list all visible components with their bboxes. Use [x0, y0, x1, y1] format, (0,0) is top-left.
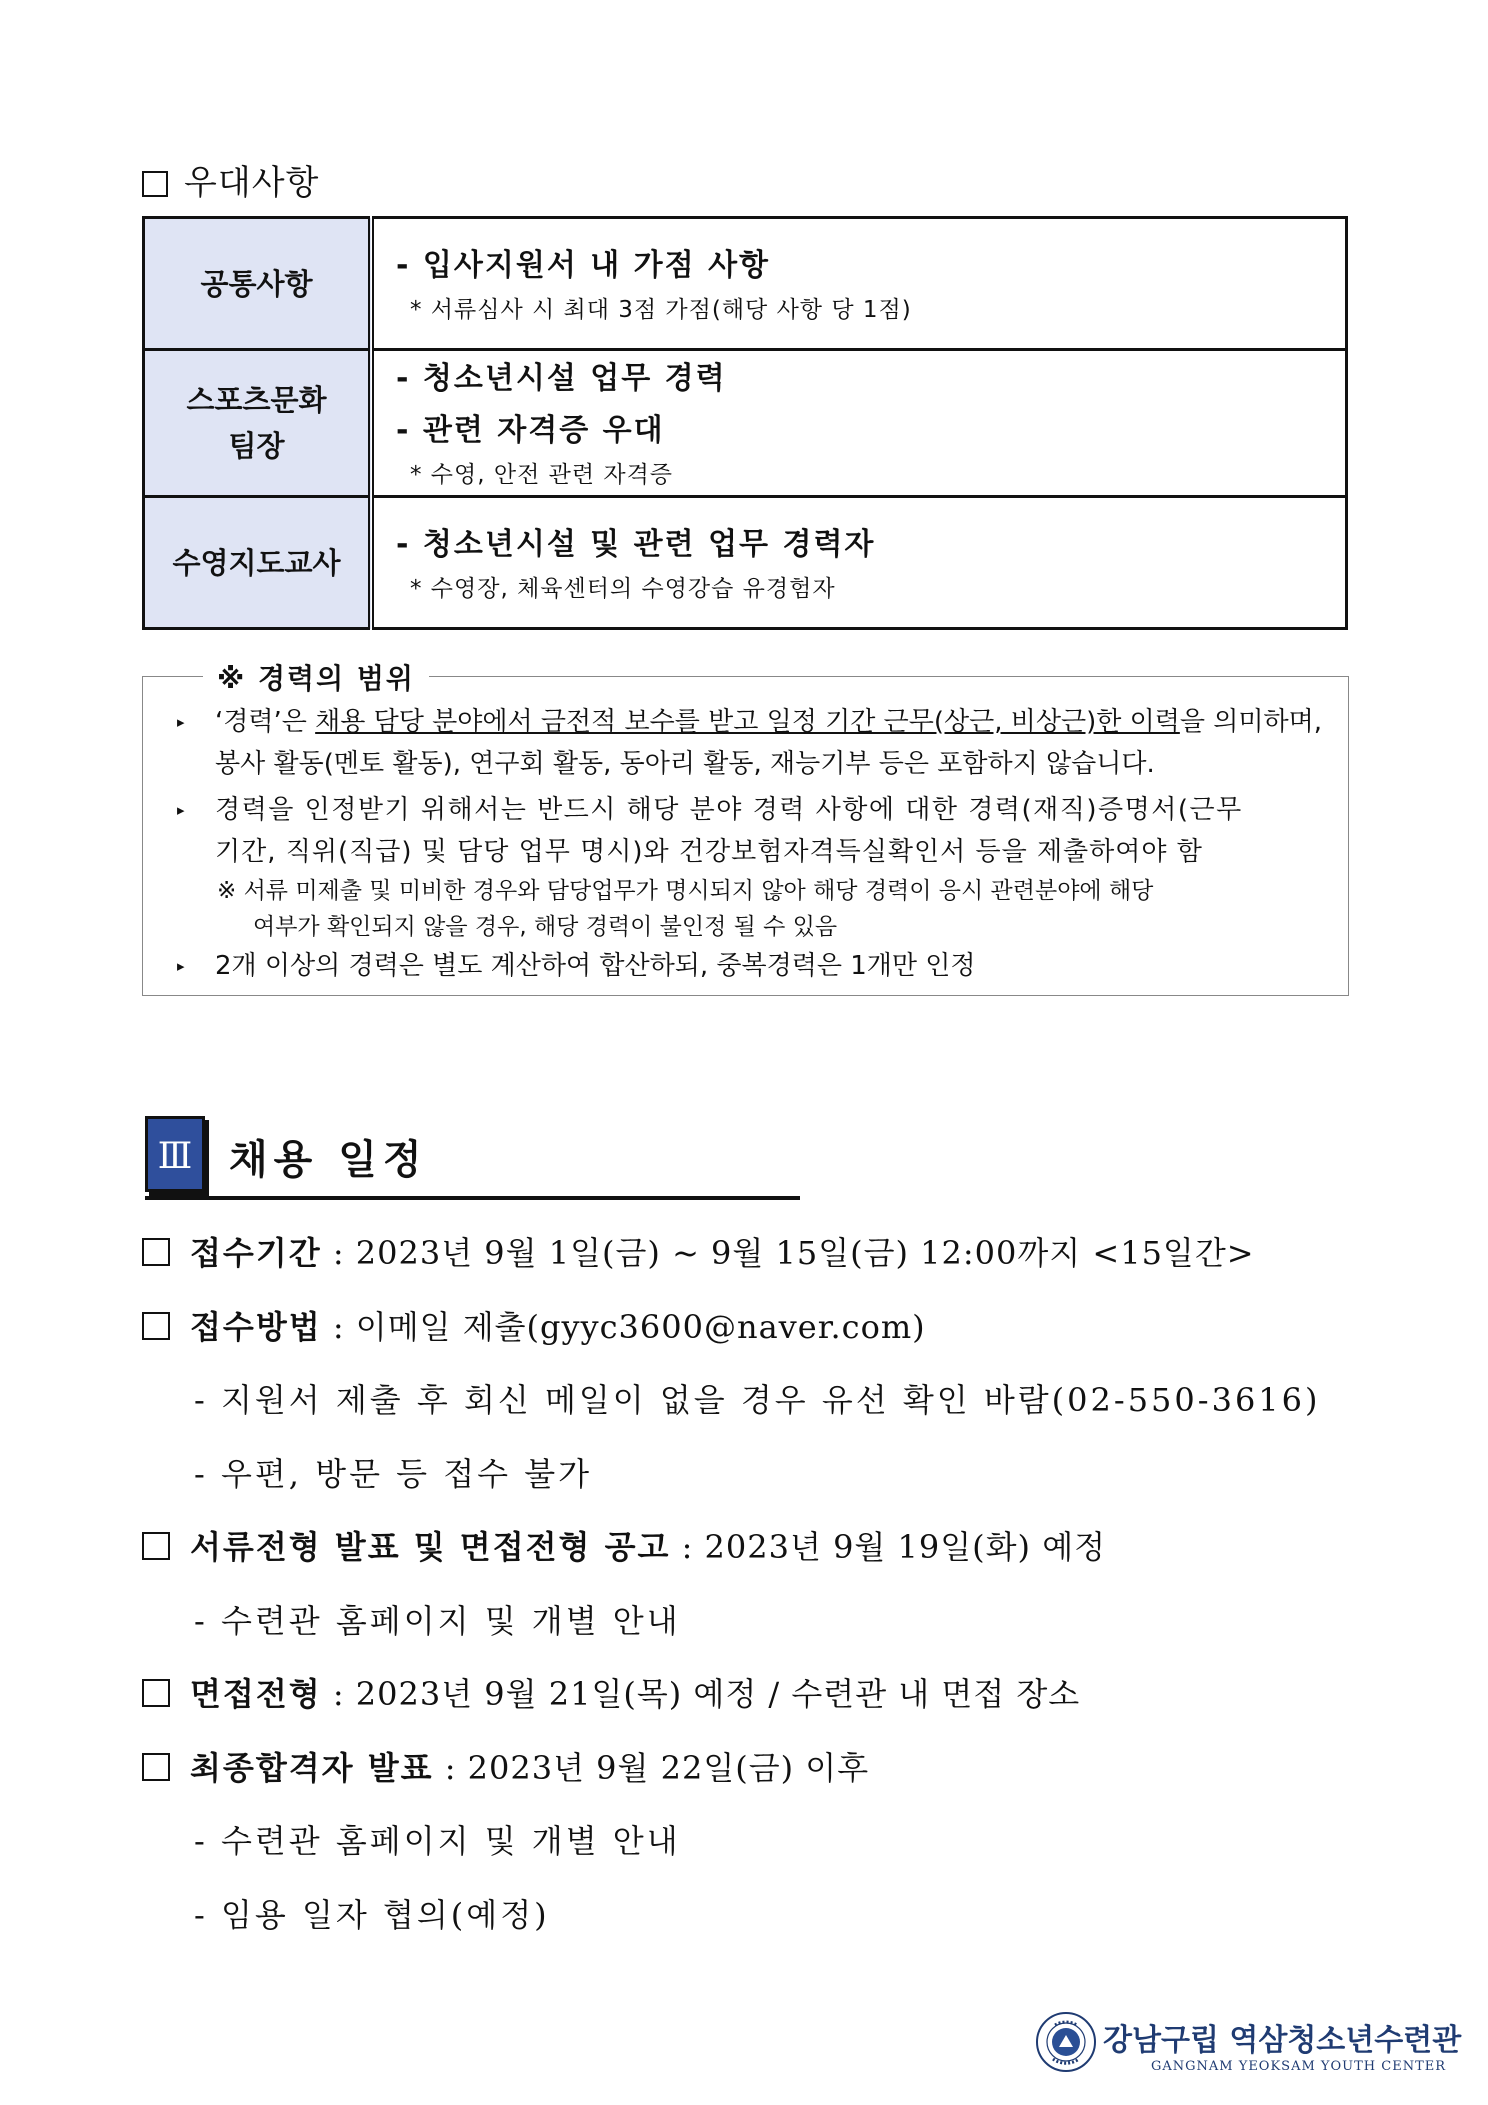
career-text: 을 의미하며, [1179, 707, 1322, 737]
list-item [173, 945, 1328, 987]
organization-name-korean: 강남구립 역삼청소년수련관 [1103, 2023, 1462, 2058]
schedule-subitem: - 수련관 홈페이지 및 개별 안내 [194, 1822, 681, 1860]
row-content [371, 218, 1347, 350]
preferences-heading [142, 155, 319, 204]
career-scope-body [173, 701, 1328, 987]
list-item [173, 789, 1328, 873]
row-note: * 서류심사 시 최대 3점 가점(해당 사항 당 1점) [410, 296, 912, 323]
career-text: 기간, 직위(직급) 및 담당 업무 명시)와 건강보험자격득실확인서 등을 제출하여야 함 [215, 837, 1203, 867]
row-label-line: 스포츠문화 [186, 383, 327, 417]
career-text: 봉사 활동(멘토 활동), 연구회 활동, 동아리 활동, 재능기부 등은 포함하지 않습니다. [215, 749, 1155, 779]
schedule-sep: : [321, 1675, 356, 1713]
bullet-triangle-icon: ▸ [177, 801, 185, 819]
row-label [144, 350, 372, 497]
checkbox-square-icon [142, 1312, 170, 1340]
schedule-label: 면접전형 [190, 1675, 322, 1713]
preferences-table [142, 216, 1348, 630]
schedule-subitem: - 지원서 제출 후 회신 메일이 없을 경우 유선 확인 바람(02-550-3616) [194, 1381, 1321, 1419]
bullet-triangle-icon: ▸ [177, 713, 185, 731]
schedule-subitem: - 수련관 홈페이지 및 개별 안내 [194, 1601, 681, 1640]
row-item: - 입사지원서 내 가점 사항 [396, 247, 771, 283]
schedule-sep: : [321, 1307, 356, 1346]
row-content [371, 497, 1347, 629]
schedule-item [142, 1737, 1392, 1811]
schedule-value: 2023년 9월 21일(목) 예정 / 수련관 내 면접 장소 [355, 1675, 1081, 1713]
schedule-value: 이메일 제출(gyyc3600@naver.com) [355, 1307, 926, 1346]
career-definition-underlined: 채용 담당 분야에서 금전적 보수를 받고 일정 기간 근무(상근, 비상근)한 이력 [315, 707, 1180, 737]
row-label: 수영지도교사 [144, 497, 372, 629]
career-note: ※ 서류 미제출 및 미비한 경우와 담당업무가 명시되지 않아 해당 경력이 응시 관련분야에 해당 [217, 878, 1154, 904]
schedule-subitem: - 임용 일자 협의(예정) [194, 1895, 550, 1934]
schedule-value: 2023년 9월 19일(화) 예정 [704, 1528, 1107, 1566]
section-header [145, 1116, 800, 1200]
preferences-heading-text: 우대사항 [184, 163, 320, 203]
checkbox-square-icon [142, 1753, 170, 1781]
row-content [371, 350, 1347, 497]
career-scope-title: ※ 경력의 범위 [203, 657, 429, 697]
bullet-triangle-icon: ▸ [177, 957, 185, 975]
row-note: * 수영, 안전 관련 자격증 [410, 462, 674, 488]
checkbox-square-icon [142, 171, 168, 197]
checkbox-square-icon [142, 1238, 170, 1266]
list-item [173, 701, 1328, 785]
schedule-sep: : [670, 1528, 705, 1566]
schedule-item [142, 1663, 1392, 1737]
career-scope-box [142, 662, 1349, 996]
row-item: - 관련 자격증 우대 [396, 413, 665, 448]
checkbox-square-icon [142, 1532, 170, 1560]
schedule-value: 2023년 9월 1일(금) ~ 9월 15일(금) 12:00까지 <15일간> [355, 1234, 1255, 1272]
career-text: 경력을 인정받기 위해서는 반드시 해당 분야 경력 사항에 대한 경력(재직)증명서(근무 [215, 795, 1243, 825]
schedule-label: 접수방법 [190, 1307, 322, 1346]
schedule-list [142, 1222, 1392, 1957]
schedule-item [142, 1516, 1392, 1590]
row-item: - 청소년시설 업무 경력 [396, 361, 727, 396]
checkbox-square-icon [142, 1679, 170, 1707]
table-row [144, 350, 1347, 497]
row-item: - 청소년시설 및 관련 업무 경력자 [396, 526, 876, 562]
schedule-item [142, 1222, 1392, 1296]
section-title: 채용 일정 [229, 1137, 428, 1183]
schedule-sep: : [321, 1234, 356, 1272]
schedule-label: 최종합격자 발표 [190, 1748, 434, 1787]
career-note: 여부가 확인되지 않을 경우, 해당 경력이 불인정 될 수 있음 [253, 914, 838, 940]
row-label: 공통사항 [144, 218, 372, 350]
schedule-label: 접수기간 [190, 1234, 322, 1272]
schedule-item [142, 1296, 1392, 1370]
seal-icon [1035, 2011, 1097, 2073]
section-number: Ⅲ [145, 1116, 205, 1192]
row-note: * 수영장, 체육센터의 수영강습 유경험자 [410, 575, 836, 602]
schedule-sep: : [433, 1748, 468, 1787]
table-row [144, 497, 1347, 629]
organization-logo [1035, 2011, 1462, 2081]
career-text: ‘경력’은 [215, 707, 316, 737]
organization-name-english: GANGNAM YEOKSAM YOUTH CENTER [1151, 2059, 1447, 2074]
row-label-line: 팀장 [228, 429, 285, 463]
career-text: 2개 이상의 경력은 별도 계산하여 합산하되, 중복경력은 1개만 인정 [215, 951, 976, 981]
schedule-value: 2023년 9월 22일(금) 이후 [467, 1748, 870, 1787]
table-row [144, 218, 1347, 350]
schedule-label: 서류전형 발표 및 면접전형 공고 [190, 1528, 671, 1566]
schedule-subitem: - 우편, 방문 등 접수 불가 [194, 1454, 593, 1493]
